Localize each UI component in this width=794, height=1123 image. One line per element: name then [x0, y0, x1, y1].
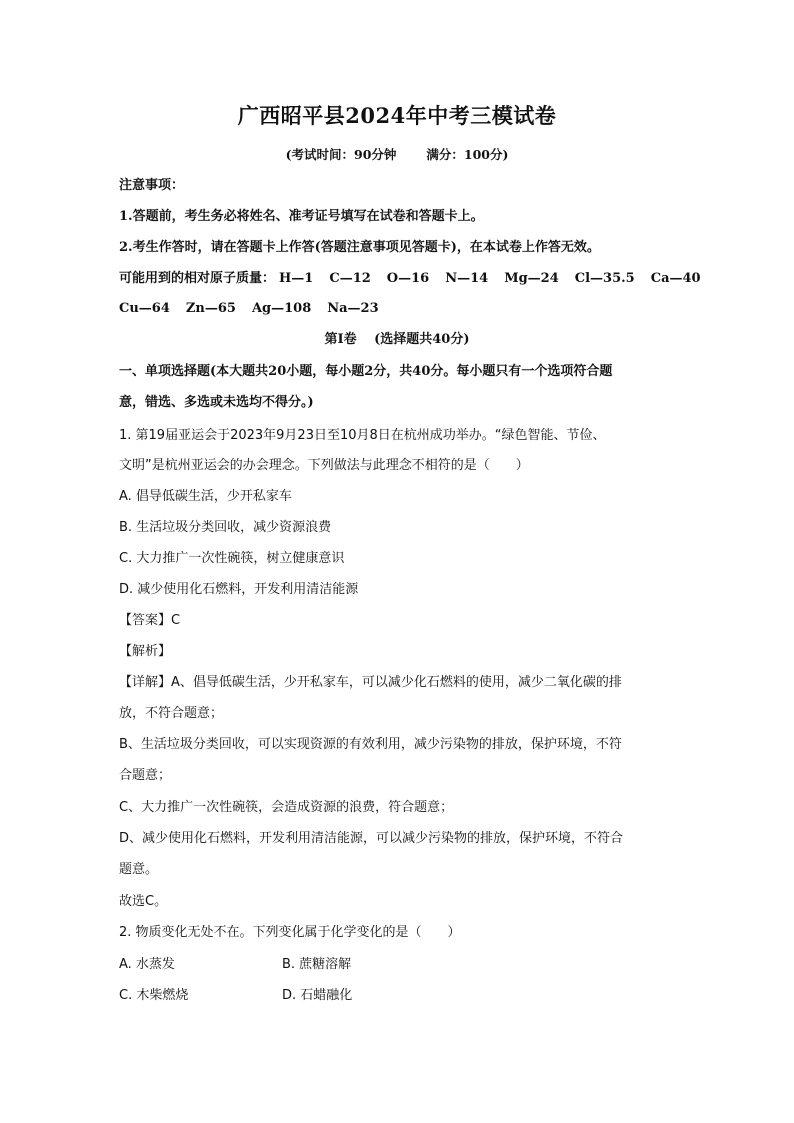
- q2-stem: 2. 物质变化无处不在。下列变化属于化学变化的是（ ）: [119, 925, 461, 940]
- q1-answer: 【答案】C: [119, 613, 181, 628]
- atom-mass: C—12: [329, 271, 371, 286]
- q1-conclusion: 故选C。: [119, 894, 168, 909]
- exam-score: 满分：100分): [426, 147, 509, 162]
- q1-detail-line-5: C、大力推广一次性碗筷，会造成资源的浪费，符合题意；: [119, 800, 454, 815]
- q2-option-d: D. 石蜡融化: [282, 988, 353, 1003]
- section-intro-line-1: 一、单项选择题(本大题共20小题，每小题2分，共40分。每小题只有一个选项符合题: [119, 364, 613, 379]
- q1-analysis-label: 【解析】: [119, 644, 172, 659]
- q1-detail-line-4: 合题意；: [119, 768, 172, 783]
- atom-mass: O—16: [386, 271, 430, 286]
- section-title: 第Ⅰ卷 (选择题共40分): [324, 332, 470, 347]
- q1-stem-line-2: 文明”是杭州亚运会的办会理念。下列做法与此理念不相符的是（ ）: [119, 458, 529, 473]
- exam-time: (考试时间：90分钟: [285, 147, 397, 162]
- atom-mass: Cl—35.5: [574, 271, 635, 286]
- notes-heading: 注意事项：: [119, 178, 185, 193]
- q1-detail-line-7: 题意。: [119, 862, 159, 877]
- exam-info: [0, 145, 794, 163]
- q2-option-a: A. 水蒸发: [119, 957, 175, 972]
- page-title: 广西昭平县2024年中考三模试卷: [237, 103, 557, 128]
- atomic-masses-line-1: [119, 269, 701, 289]
- atom-mass: Mg—24: [504, 271, 559, 286]
- q2-option-b: B. 蔗糖溶解: [282, 957, 352, 972]
- atom-mass: Ca—40: [650, 271, 701, 286]
- q1-stem-line-1: 1. 第19届亚运会于2023年9月23日至10月8日在杭州成功举办。“绿色智能、节俭、: [119, 428, 606, 443]
- q1-option-c: C. 大力推广一次性碗筷，树立健康意识: [119, 551, 345, 566]
- atom-mass: N—14: [445, 271, 489, 286]
- q1-detail-line-3: B、生活垃圾分类回收，可以实现资源的有效利用，减少污染物的排放，保护环境，不符: [119, 737, 622, 752]
- note-item-1: 1.答题前，考生务必将姓名、准考证号填写在试卷和答题卡上。: [119, 209, 484, 224]
- q1-option-a: A. 倡导低碳生活，少开私家车: [119, 489, 292, 504]
- q1-detail-line-6: D、减少使用化石燃料，开发利用清洁能源，可以减少污染物的排放，保护环境，不符合: [119, 831, 624, 846]
- q1-detail-line-2: 放，不符合题意；: [119, 706, 224, 721]
- note-item-2: 2.考生作答时，请在答题卡上作答(答题注意事项见答题卡)，在本试卷上作答无效。: [119, 240, 600, 255]
- atom-mass: Zn—65: [185, 301, 236, 316]
- q1-option-d: D. 减少使用化石燃料，开发利用清洁能源: [119, 582, 359, 597]
- atom-mass: H—1: [279, 271, 314, 286]
- atom-mass: Na—23: [327, 301, 379, 316]
- atom-mass: Cu—64: [119, 301, 170, 316]
- atomic-masses-line-2: [119, 299, 679, 319]
- section-intro-line-2: 意，错选、多选或未选均不得分。): [119, 395, 314, 410]
- q1-option-b: B. 生活垃圾分类回收，减少资源浪费: [119, 520, 332, 535]
- q1-detail-line-1: 【详解】A、倡导低碳生活，少开私家车，可以减少化石燃料的使用，减少二氧化碳的排: [119, 675, 622, 690]
- atom-mass: Ag—108: [251, 301, 312, 316]
- q2-option-c: C. 木柴燃烧: [119, 988, 189, 1003]
- q2-options-row-2: [119, 986, 679, 1006]
- atomic-masses-label: 可能用到的相对原子质量：: [119, 271, 276, 286]
- q2-options-row-1: [119, 955, 679, 975]
